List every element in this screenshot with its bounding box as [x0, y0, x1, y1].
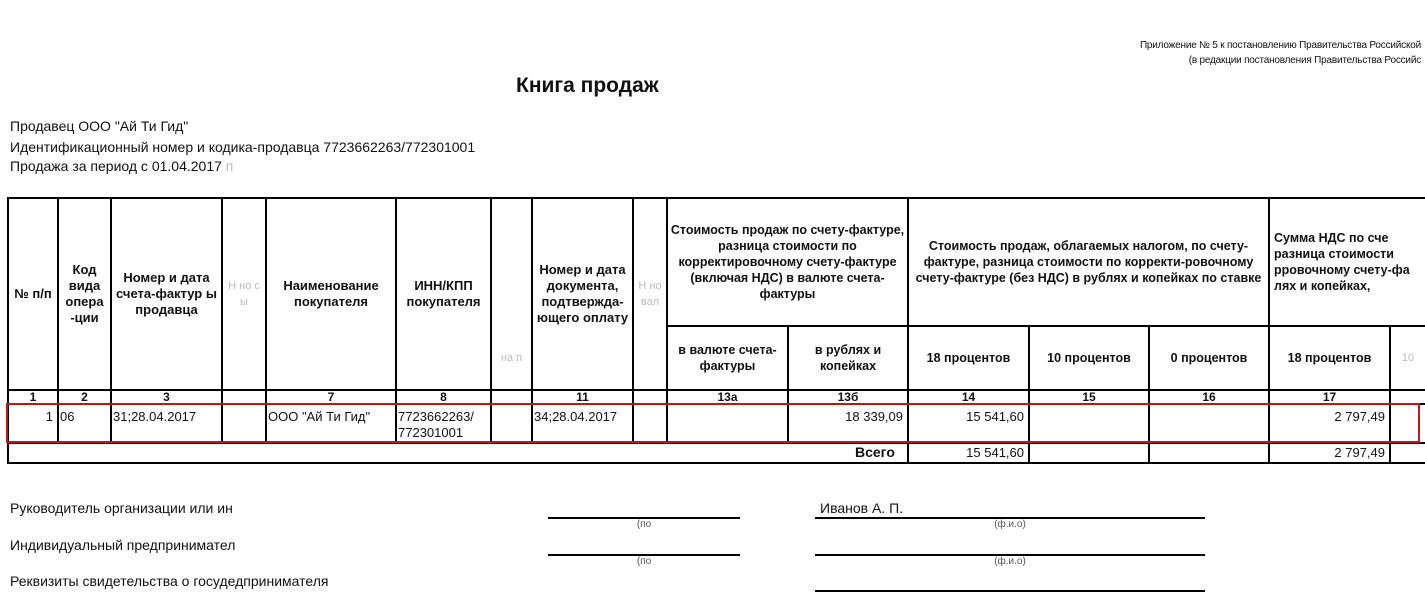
- certificate-line-field: [815, 590, 1205, 592]
- certificate-label: Реквизиты свидетельства о госуд: [10, 573, 228, 589]
- header-col-16: 0 процентов: [1170, 351, 1248, 365]
- header-col-8: ИНН/КПП покупателя: [406, 278, 481, 309]
- inn-line: [10, 139, 475, 155]
- inn-label: Идентификационный номер и код: [10, 139, 231, 155]
- total-vat-18: 2 797,49: [1334, 445, 1385, 460]
- inn-label-rest: ика-продавца: [230, 139, 320, 155]
- buyer-kpp: 772301001: [398, 425, 464, 440]
- inn-value: 7723662263/772301001: [323, 139, 476, 155]
- vat-18: 2 797,49: [1334, 409, 1385, 424]
- header-col-17-group: Сумма НДС по сче разница стоимости рровочному счету-фа лях и копейках,: [1274, 231, 1410, 293]
- period-line: [10, 158, 233, 174]
- head-label: Руководитель организации или ин: [10, 500, 233, 516]
- row-highlight-frame: [6, 403, 1420, 443]
- head-fio-hint: (ф.и.о): [994, 519, 1026, 530]
- header-col-14-group: Стоимость продаж, облагаемых налогом, по счету-фактуре, разница стоимости по корректи-ровочному счету-фактуре (без НДС) в рублях и копейках по ставке: [915, 239, 1262, 285]
- seller-label: Продавец ООО "Ай Ти Гид": [10, 118, 189, 134]
- row-number: 1: [45, 409, 53, 424]
- entrepreneur-fio-hint: (ф.и.о): [994, 556, 1026, 567]
- header-col-3: Номер и дата счета-фактур ы продавца: [116, 270, 217, 317]
- col-number: 3: [163, 390, 170, 404]
- seller-invoice: 31;28.04.2017: [113, 409, 197, 424]
- header-col-17: 18 процентов: [1287, 351, 1372, 365]
- header-col-1: № п/п: [14, 286, 52, 301]
- entrepreneur-signature-hint: (по: [636, 556, 652, 567]
- col-number: 16: [1202, 390, 1216, 404]
- certificate-line: [10, 573, 328, 589]
- header-col-2: Код вида опера -ции: [65, 262, 104, 325]
- header-col-11: Номер и дата документа, подтвержда- ющего оплату: [536, 262, 629, 325]
- amount-rub: 18 339,09: [845, 409, 903, 424]
- header-col-12-faded: Н но вал: [638, 280, 662, 308]
- header-col-7: Наименование покупателя: [283, 278, 379, 309]
- header-col-14: 18 процентов: [926, 351, 1011, 365]
- col-number: 13б: [837, 390, 859, 404]
- period-label-rest: п: [225, 158, 234, 174]
- header-col-13a: в валюте счета-фактуры: [678, 343, 777, 373]
- col-number: 17: [1322, 390, 1337, 404]
- col-number: 11: [576, 390, 589, 404]
- appendix-line-1: Приложение № 5 к постановлению Правительства Российской: [1139, 40, 1421, 51]
- head-name: Иванов А. П.: [820, 500, 904, 516]
- header-col-13b: в рублях и копейках: [814, 343, 882, 373]
- amount-18: 15 541,60: [966, 409, 1024, 424]
- col-number: 1: [29, 390, 37, 404]
- col-number: 7: [327, 390, 335, 404]
- header-col-13-group: Стоимость продаж по счету-фактуре, разница стоимости по корректировочному счету-фактуре (включая НДС) в валюте счета-фактуры: [670, 223, 905, 301]
- operation-code: 06: [60, 409, 75, 424]
- buyer-inn: 7723662263/: [398, 409, 474, 424]
- col-number: 14: [961, 390, 976, 404]
- certificate-label-rest: едпринимателя: [227, 573, 329, 589]
- payment-document: 34;28.04.2017: [534, 409, 618, 424]
- appendix-line-2: (в редакции постановления Правительства Российс: [1188, 55, 1421, 66]
- col-number: 8: [440, 390, 447, 404]
- period-label: Продажа за период с 01.04.2017: [10, 158, 222, 174]
- total-label: Всего: [855, 444, 895, 460]
- header-col-9-faded: на п: [500, 351, 523, 364]
- header-col-18-faded: 10: [1401, 352, 1415, 364]
- col-number: 15: [1082, 390, 1096, 404]
- header-col-4-faded: Н но с ы: [228, 280, 260, 308]
- head-signature-hint: (по: [636, 519, 652, 530]
- entrepreneur-label: Индивидуальный предпринимател: [10, 537, 236, 553]
- header-col-15: 10 процентов: [1047, 351, 1131, 365]
- total-amount-18: 15 541,60: [966, 445, 1024, 460]
- col-number: 13а: [717, 390, 738, 404]
- buyer-name: ООО "Ай Ти Гид": [268, 409, 371, 424]
- col-number: 2: [81, 390, 88, 404]
- page-title: Книга продаж: [516, 74, 659, 97]
